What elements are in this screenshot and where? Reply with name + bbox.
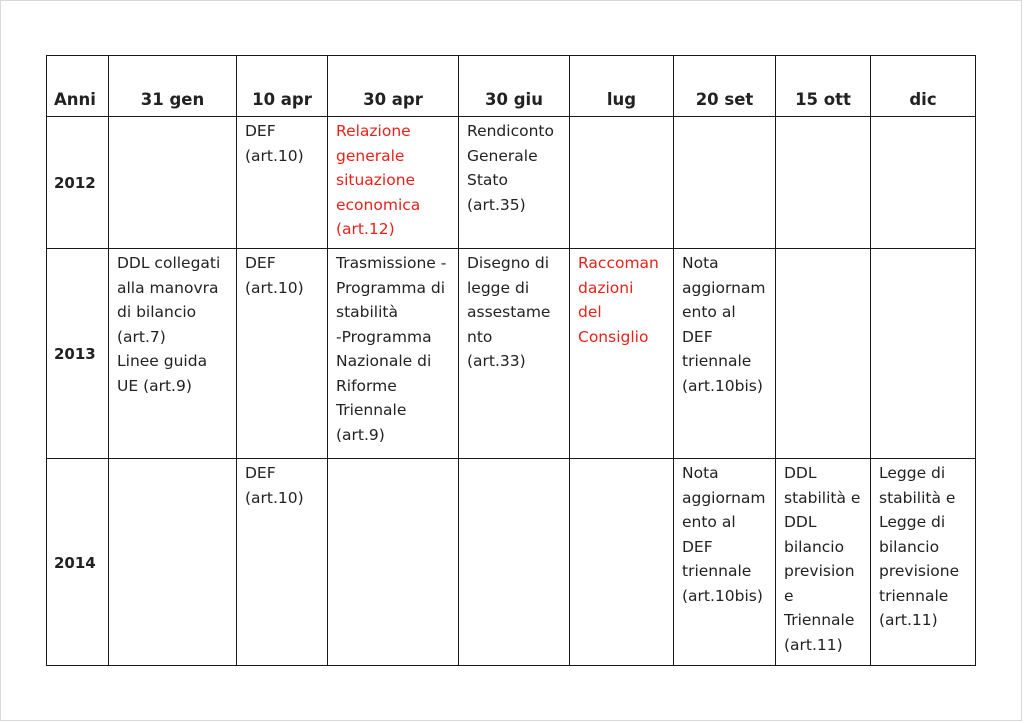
cell-text: Nota aggiornam ento al DEF triennale (art.10bis) [682, 464, 766, 605]
cell-text: DEF (art.10) [245, 464, 304, 507]
cell-text: Nota aggiornam ento al DEF triennale (art.10bis) [682, 254, 766, 395]
cell-text: Disegno di legge di assestame nto (art.33) [467, 254, 551, 370]
cell-2014-15-ott [776, 459, 871, 666]
cell-2012-30-giu [459, 117, 570, 249]
cell-2012-31-gen [109, 117, 237, 249]
header-lug: lug [570, 56, 674, 117]
year-2013: 2013 [47, 249, 109, 459]
cell-2012-lug [570, 117, 674, 249]
cell-text-highlight: Relazione generale situazione economica (art.12) [336, 122, 421, 238]
cell-2013-lug [570, 249, 674, 459]
cell-2013-31-gen [109, 249, 237, 459]
header-30-giu: 30 giu [459, 56, 570, 117]
header-30-apr: 30 apr [328, 56, 459, 117]
cell-2014-dic [871, 459, 976, 666]
cell-text: DDL stabilità e DDL bilancio prevision e Triennale (art.11) [784, 464, 861, 654]
cell-2014-20-set [674, 459, 776, 666]
cell-2014-30-giu [459, 459, 570, 666]
cell-text: DEF (art.10) [245, 122, 304, 165]
cell-text: Trasmissione - Programma di stabilità -Programma Nazionale di Riforme Triennale (art.9) [336, 254, 447, 444]
table-row-2012 [47, 117, 976, 249]
year-2012: 2012 [47, 117, 109, 249]
table-row-2014 [47, 459, 976, 666]
header-row [47, 56, 976, 117]
cell-text: DEF (art.10) [245, 254, 304, 297]
cell-text: Legge di stabilità e Legge di bilancio previsione triennale (art.11) [879, 464, 960, 629]
cell-2014-31-gen [109, 459, 237, 666]
cell-2014-lug [570, 459, 674, 666]
cell-2013-10-apr [237, 249, 328, 459]
budget-calendar-table [46, 55, 976, 666]
cell-2013-15-ott [776, 249, 871, 459]
cell-2012-dic [871, 117, 976, 249]
header-10-apr: 10 apr [237, 56, 328, 117]
cell-2014-30-apr [328, 459, 459, 666]
cell-2013-30-giu [459, 249, 570, 459]
year-2014: 2014 [47, 459, 109, 666]
cell-2012-10-apr [237, 117, 328, 249]
cell-2014-10-apr [237, 459, 328, 666]
cell-text-highlight: Raccoman dazioni del Consiglio [578, 254, 659, 346]
cell-2012-20-set [674, 117, 776, 249]
header-15-ott: 15 ott [776, 56, 871, 117]
table-row-2013 [47, 249, 976, 459]
cell-2012-15-ott [776, 117, 871, 249]
cell-2013-dic [871, 249, 976, 459]
cell-2013-30-apr [328, 249, 459, 459]
cell-2013-20-set [674, 249, 776, 459]
header-anni: Anni [47, 56, 109, 117]
header-20-set: 20 set [674, 56, 776, 117]
cell-2012-30-apr [328, 117, 459, 249]
header-dic: dic [871, 56, 976, 117]
cell-text: Rendiconto Generale Stato (art.35) [467, 122, 554, 214]
header-31-gen: 31 gen [109, 56, 237, 117]
cell-text: DDL collegati alla manovra di bilancio (art.7) Linee guida UE (art.9) [117, 254, 221, 395]
